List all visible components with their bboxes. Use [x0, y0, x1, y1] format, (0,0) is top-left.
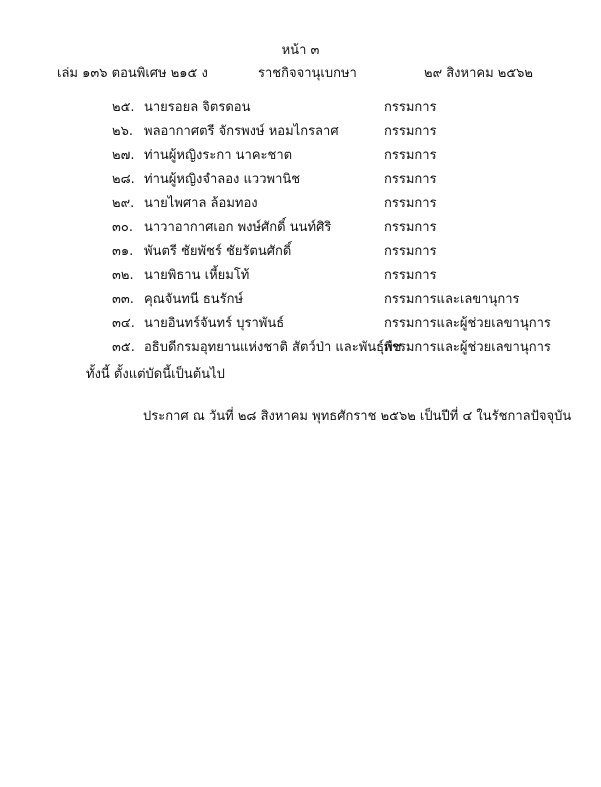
publication-date: ๒๙ สิงหาคม ๒๕๖๒	[424, 66, 534, 81]
member-number: ๒๖.	[112, 124, 133, 139]
member-number: ๒๕.	[112, 100, 135, 115]
list-item	[0, 168, 601, 188]
member-name: ท่านผู้หญิงจำลอง แววพานิช	[144, 172, 301, 187]
member-role: กรรมการ	[384, 268, 437, 283]
member-role: กรรมการ	[384, 244, 437, 259]
member-name: นายพิธาน เหี้ยมโท้	[144, 268, 250, 283]
list-item	[0, 264, 601, 284]
list-item	[0, 144, 601, 164]
member-role: กรรมการ	[384, 100, 437, 115]
member-name: อธิบดีกรมอุทยานแห่งชาติ สัตว์ป่า และพันธุ์พืช	[144, 340, 402, 355]
member-role: กรรมการ	[384, 124, 437, 139]
page-number: หน้า ๓	[281, 43, 320, 58]
member-role: กรรมการ	[384, 148, 437, 163]
member-number: ๒๘.	[112, 172, 135, 187]
list-item	[0, 96, 601, 116]
proclamation-line: ประกาศ ณ วันที่ ๒๘ สิงหาคม พุทธศักราช ๒๕๖๒ เป็นปีที่ ๔ ในรัชกาลปัจจุบัน	[143, 409, 572, 424]
list-item	[0, 192, 601, 212]
closing-statement: ทั้งนี้ ตั้งแต่บัดนี้เป็นต้นไป	[86, 367, 225, 382]
member-name: นายรอยล จิตรดอน	[144, 100, 251, 115]
member-name: นายอินทร์จันทร์ บุราพันธ์	[144, 316, 285, 331]
member-number: ๓๓.	[112, 292, 134, 307]
volume-issue: เล่ม ๑๓๖ ตอนพิเศษ ๒๑๕ ง	[57, 66, 208, 81]
member-name: คุณจันทนี ธนรักษ์	[144, 292, 244, 307]
list-item	[0, 312, 601, 332]
list-item	[0, 240, 601, 260]
member-number: ๓๔.	[112, 316, 135, 331]
member-role: กรรมการ	[384, 196, 437, 211]
list-item	[0, 120, 601, 140]
member-number: ๓๒.	[112, 268, 134, 283]
list-item	[0, 336, 601, 356]
member-role: กรรมการและเลขานุการ	[384, 292, 520, 307]
member-name: นาวาอากาศเอก พงษ์ศักดิ์ นนท์ศิริ	[144, 220, 332, 235]
member-role: กรรมการและผู้ช่วยเลขานุการ	[384, 340, 551, 355]
member-name: ท่านผู้หญิงระกา นาคะชาต	[144, 148, 293, 163]
member-name: พันตรี ชัยพัชร์ ชัยรัตนศักดิ์	[144, 244, 292, 259]
member-number: ๓๕.	[112, 340, 135, 355]
member-name: พลอากาศตรี จักรพงษ์ หอมไกรลาศ	[144, 124, 339, 139]
member-number: ๓๐.	[112, 220, 133, 235]
member-role: กรรมการ	[384, 172, 437, 187]
member-role: กรรมการ	[384, 220, 437, 235]
member-number: ๒๗.	[112, 148, 135, 163]
member-name: นายไพศาล ล้อมทอง	[144, 196, 258, 211]
member-number: ๒๙.	[112, 196, 135, 211]
list-item	[0, 216, 601, 236]
list-item	[0, 288, 601, 308]
member-role: กรรมการและผู้ช่วยเลขานุการ	[384, 316, 551, 331]
member-number: ๓๑.	[112, 244, 134, 259]
publication-title: ราชกิจจานุเบกษา	[258, 66, 357, 81]
